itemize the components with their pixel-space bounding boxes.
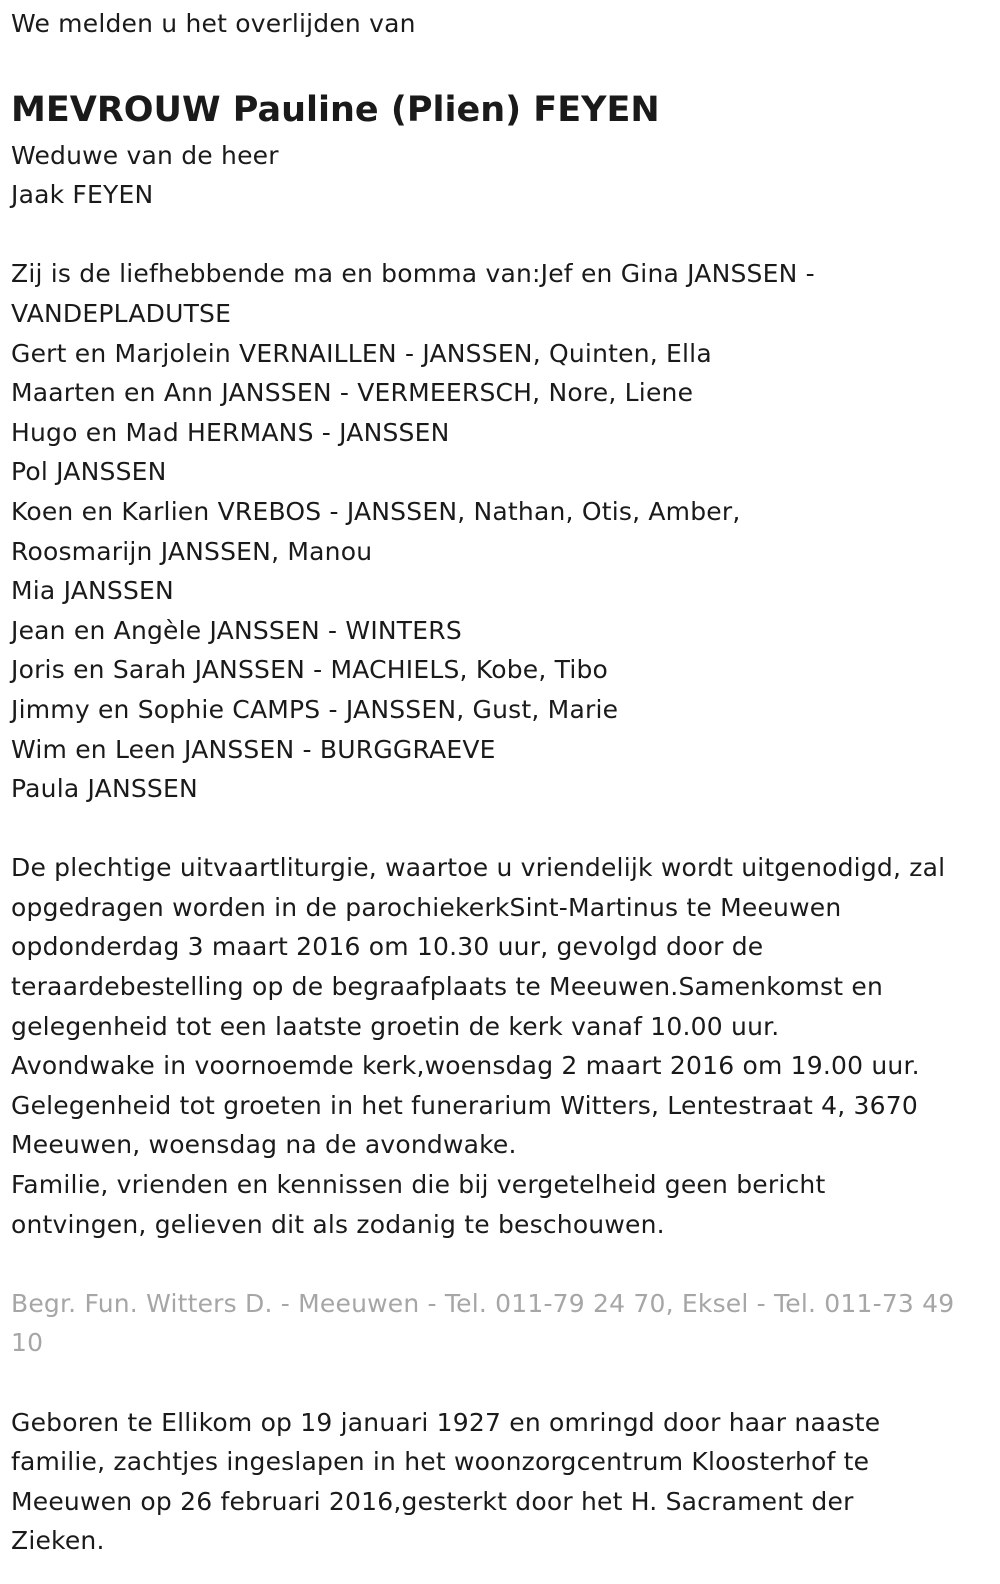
family-line: Wim en Leen JANSSEN - BURGGRAEVE	[11, 734, 496, 764]
ceremony-line: Meeuwen, woensdag na de avondwake.	[11, 1130, 517, 1160]
family-line: Maarten en Ann JANSSEN - VERMEERSCH, Nore, Liene	[11, 378, 694, 408]
family-line: Gert en Marjolein VERNAILLEN - JANSSEN, Quinten, Ella	[11, 338, 712, 368]
ceremony-line: opgedragen worden in de parochiekerkSint-Martinus te Meeuwen	[11, 892, 842, 922]
family-section	[11, 254, 988, 808]
ceremony-line: Gelegenheid tot groeten in het funerarium Witters, Lentestraat 4, 3670	[11, 1090, 918, 1120]
widow-line: Weduwe van de heer	[11, 140, 279, 170]
widow-section	[11, 136, 988, 215]
family-line: Mia JANSSEN	[11, 576, 174, 606]
ceremony-line: ontvingen, gelieven dit als zodanig te beschouwen.	[11, 1209, 665, 1239]
ceremony-line: Familie, vrienden en kennissen die bij vergetelheid geen bericht	[11, 1170, 826, 1200]
ceremony-line: De plechtige uitvaartliturgie, waartoe u vriendelijk wordt uitgenodigd, zal	[11, 853, 946, 883]
family-line: Paula JANSSEN	[11, 774, 198, 804]
family-line: Koen en Karlien VREBOS - JANSSEN, Nathan, Otis, Amber,	[11, 496, 741, 526]
ceremony-line: gelegenheid tot een laatste groetin de kerk vanaf 10.00 uur.	[11, 1011, 780, 1041]
widow-line: Jaak FEYEN	[11, 180, 154, 210]
family-line: Hugo en Mad HERMANS - JANSSEN	[11, 417, 450, 447]
ceremony-section	[11, 848, 988, 1244]
ceremony-line: teraardebestelling op de begraafplaats te Meeuwen.Samenkomst en	[11, 972, 884, 1002]
birth-line: Meeuwen op 26 februari 2016,gesterkt door het H. Sacrament der	[11, 1486, 854, 1516]
ceremony-line: opdonderdag 3 maart 2016 om 10.30 uur, gevolgd door de	[11, 932, 764, 962]
family-line: VANDEPLADUTSE	[11, 298, 232, 328]
deceased-name: MEVROUW Pauline (Plien) FEYEN	[11, 89, 660, 130]
birth-line: Zieken.	[11, 1526, 105, 1556]
family-line: Pol JANSSEN	[11, 457, 167, 487]
family-line: Jimmy en Sophie CAMPS - JANSSEN, Gust, Marie	[11, 694, 619, 724]
funeral-home-line: Begr. Fun. Witters D. - Meeuwen - Tel. 011-79 24 70, Eksel - Tel. 011-73 49	[11, 1288, 955, 1318]
birth-section	[11, 1403, 988, 1561]
intro-text: We melden u het overlijden van	[11, 9, 416, 38]
birth-line: Geboren te Ellikom op 19 januari 1927 en omringd door haar naaste	[11, 1407, 881, 1437]
birth-line: familie, zachtjes ingeslapen in het woonzorgcentrum Kloosterhof te	[11, 1447, 870, 1477]
ceremony-line: Avondwake in voornoemde kerk,woensdag 2 maart 2016 om 19.00 uur.	[11, 1051, 920, 1081]
family-line: Joris en Sarah JANSSEN - MACHIELS, Kobe, Tibo	[11, 655, 609, 685]
funeral-home-line: 10	[11, 1328, 44, 1358]
family-line: Zij is de liefhebbende ma en bomma van:Jef en Gina JANSSEN -	[11, 259, 815, 289]
family-line: Roosmarijn JANSSEN, Manou	[11, 536, 373, 566]
funeral-home-info	[11, 1284, 988, 1363]
family-line: Jean en Angèle JANSSEN - WINTERS	[11, 615, 462, 645]
